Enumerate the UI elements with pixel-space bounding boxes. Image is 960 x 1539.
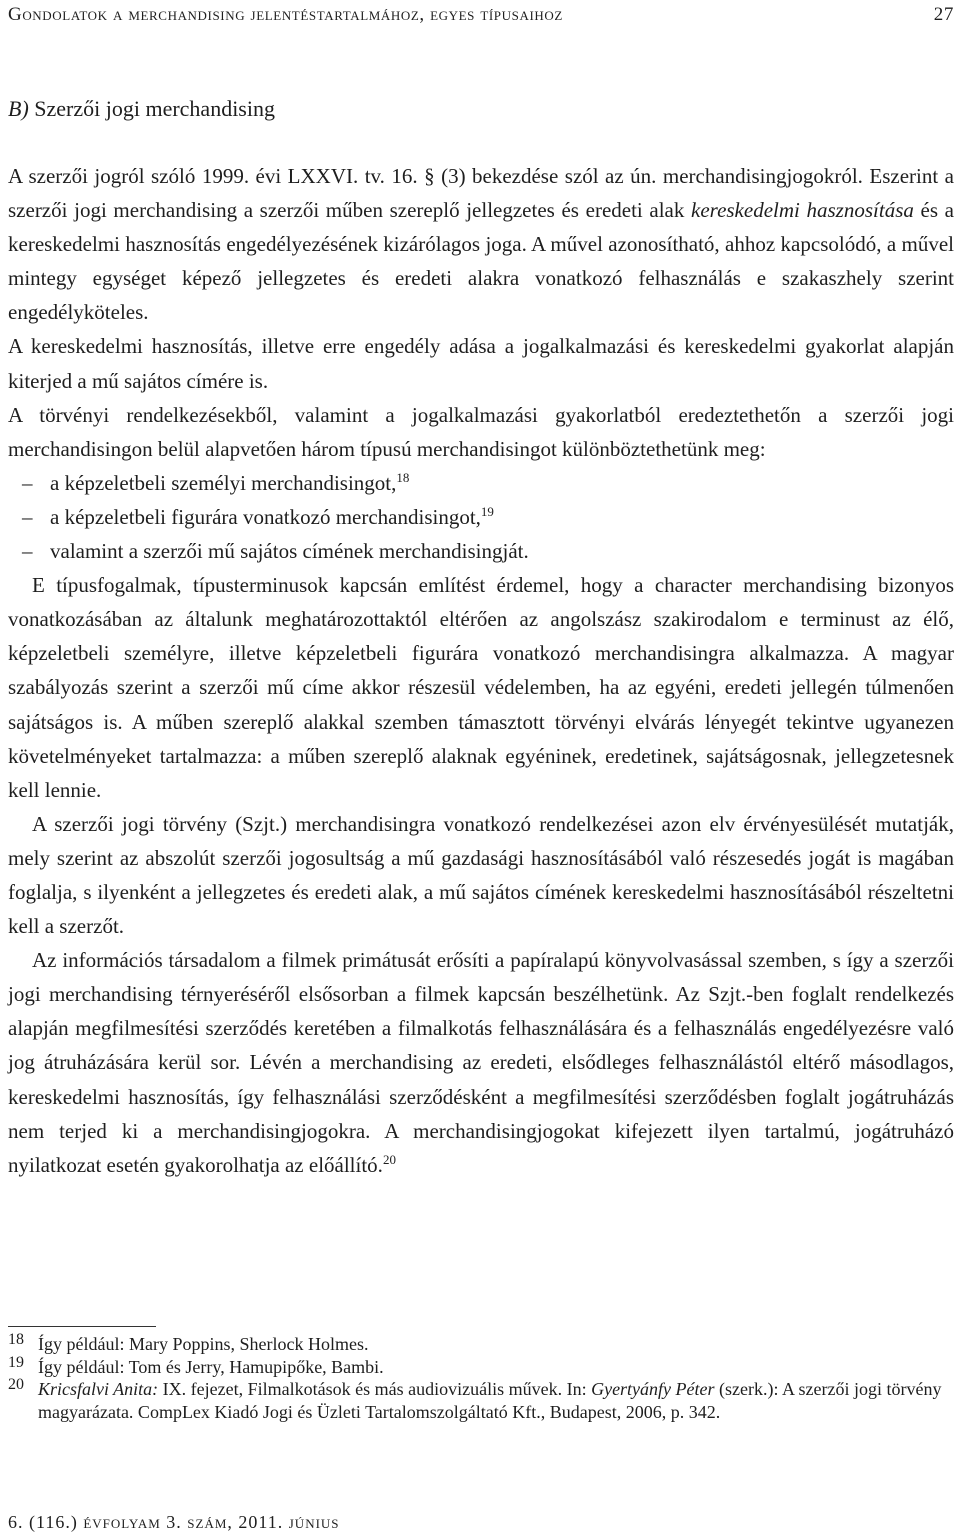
dash-bullet: – — [22, 470, 33, 495]
section-letter: B) — [8, 96, 29, 121]
paragraph-6: Az információs társadalom a filmek primátusát erősíti a papíralapú könyvolvasással szemben, s így a szerzői jogi merchandising térnyeréséről elsősorban a filmek kapcsán beszélhetünk. Az Szjt.-ben foglalt rendelkezés alapján megfilmesítési szerződés keretében a filmalkotás felhasználására és a felhasználás engedélyezésre való jog átruházására kerül sor. Lévén a merchandising az eredeti, elsődleges felhasználástól eltérő másodlagos, kereskedelmi hasznosítás, így felhasználási szerződésként a megfilmesítési szerződésben foglalt jogátruházás nem terjed ki a merchandisingjogokra. A merchandisingjogokat kifejezett ilyen tartalmú, jogátruházó nyilatkozat esetén gyakorolhatja az előállító.$^{20}$ — [8, 948, 954, 1177]
section-title: Szerzői jogi merchandising — [34, 96, 275, 121]
page-footer: 6. (116.) évfolyam 3. szám, 2011. június — [8, 1512, 340, 1532]
dash-bullet: – — [22, 504, 33, 529]
footnote — [8, 1333, 954, 1356]
running-title: Gondolatok a merchandising jelentéstartalmához, egyes típusaihoz — [8, 4, 563, 25]
footnote-ref[interactable]: 19 — [480, 503, 494, 519]
paragraph-4: E típusfogalmak, típusterminusok kapcsán említést érdemel, hogy a character merchandising bizonyos vonatkozásában az általunk meghatározottaktól eltérően az angolszász szakirodalom e terminust az élő, képzeletbeli személyre, illetve képzeletbeli figurára vonatkozó merchandisingra alkalmazza. A magyar szabályozás szerint a szerzői mű címe akkor részesül védelemben, ha az egyéni, eredeti jellegén túlmenően sajátságos is. A műben szereplő alakkal szemben támasztott törvényi elvárás lényegét tekintve ugyanezen követelményeket tartalmazza: a műben szereplő alaknak egyéninek, eredetinek, sajátságosnak, jellegzetesnek kell lennie. — [8, 573, 954, 802]
section-heading — [8, 96, 275, 122]
dash-bullet: – — [22, 539, 33, 564]
footnote-text: Kricsfalvi Anita: IX. fejezet, Filmalkotások és más audiovizuális művek. In: Gyertyánfy Péter (szerk.): A szerzői jogi törvény magyarázata. CompLex Kiadó Jogi és Üzleti Tartalomszolgáltató Kft., Budapest, 2006, p. 342. — [38, 1379, 942, 1422]
emphasis-text: kereskedelmi hasznosítása — [691, 198, 914, 223]
list-item: – a képzeletbeli figurára vonatkozó merchandisingot,$^{19}$ — [8, 500, 954, 534]
footnote-divider — [8, 1326, 156, 1327]
article-body — [8, 159, 954, 1182]
page-number: 27 — [933, 4, 954, 25]
footnote-text: Így például: Mary Poppins, Sherlock Holmes. — [38, 1334, 369, 1354]
paragraph-5: A szerzői jogi törvény (Szjt.) merchandisingra vonatkozó rendelkezései azon elv érvényesülését mutatják, mely szerint az abszolút szerzői jogosultság a mű gazdasági hasznosításából való részesedés jogát is magában foglalja, s ilyenként a jellegzetes és eredeti alak, a mű sajátos címének kereskedelmi hasznosításából részeltetni kell a szerzőt. — [8, 811, 954, 939]
footnote — [8, 1378, 954, 1423]
footnote-number: 18 — [8, 1331, 24, 1348]
footnote — [8, 1353, 954, 1379]
footnote-number: 19 — [8, 1353, 24, 1371]
running-header — [8, 4, 954, 30]
footnotes — [8, 1333, 954, 1423]
footnote-number: 20 — [8, 1376, 24, 1393]
footnote-ref[interactable]: 18 — [396, 469, 410, 485]
list-item: – a képzeletbeli személyi merchandisingot,$^{18}$ — [8, 466, 954, 500]
paragraph-3: A törvényi rendelkezésekből, valamint a jogalkalmazási gyakorlatból eredeztethetőn a szerzői jogi merchandisingon belül alapvetően három típusú merchandisingot különböztethetünk meg: — [8, 402, 954, 461]
footnote-text: Így például: Tom és Jerry, Hamupipőke, Bambi. — [38, 1356, 384, 1377]
list-item: – valamint a szerzői mű sajátos címének merchandisingját. — [8, 534, 954, 568]
paragraph-1: A szerzői jogról szóló 1999. évi LXXVI. tv. 16. § (3) bekezdése szól az ún. merchandisingjogokról. Eszerint a szerzői jogi merchandising a szerzői műben szereplő jellegzetes és eredeti alak kereskedelmi hasznosítása és a kereskedelmi hasznosítás engedélyezésének kizárólagos joga. A művel azonosítható, ahhoz kapcsolódó, a művel mintegy egységet képező jellegzetes és eredeti alakra vonatkozó felhasználás e szakaszhely szerint engedélyköteles. — [8, 164, 954, 325]
paragraph-2: A kereskedelmi hasznosítás, illetve erre engedély adása a jogalkalmazási és kereskedelmi gyakorlat alapján kiterjed a mű sajátos címére is. — [8, 334, 954, 393]
footnote-ref[interactable]: 20 — [382, 1151, 396, 1167]
